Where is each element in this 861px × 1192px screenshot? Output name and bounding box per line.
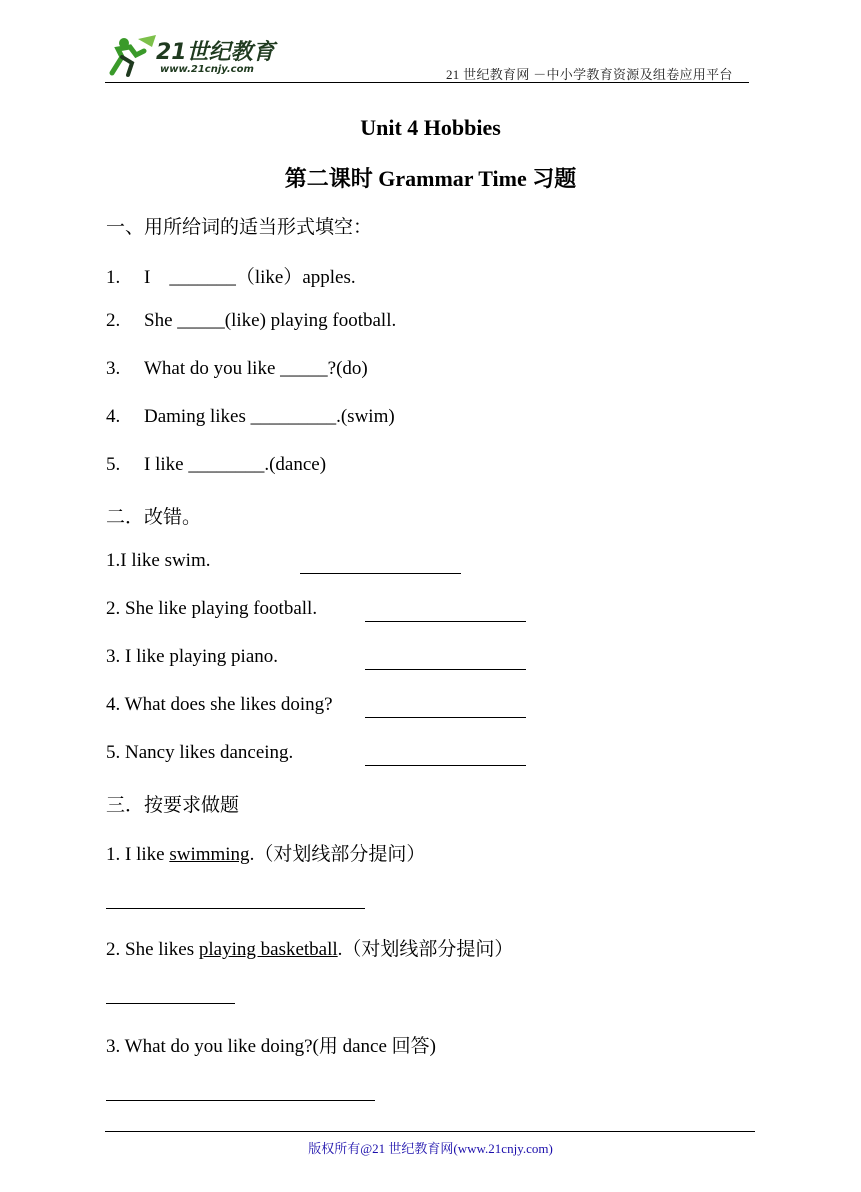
page-title: Unit 4 Hobbies bbox=[360, 115, 501, 140]
answer-blank bbox=[106, 1003, 235, 1004]
list-item: 2. She _____(like) playing football. bbox=[106, 310, 397, 331]
list-item: 5. Nancy likes danceing. bbox=[106, 742, 294, 763]
list-item: 3. What do you like _____?(do) bbox=[106, 358, 368, 379]
list-item: 1. I _______（like）apples. bbox=[106, 267, 356, 288]
list-item: 2. She like playing football. bbox=[106, 598, 318, 619]
answer-blank bbox=[365, 717, 526, 718]
list-item: 4. Daming likes _________.(swim) bbox=[106, 406, 395, 427]
list-item: 1.I like swim. bbox=[106, 550, 211, 571]
header-divider bbox=[105, 82, 749, 83]
page-subtitle: 第二课时 Grammar Time 习题 bbox=[284, 166, 577, 191]
header-tagline: 21 世纪教育网 －中小学教育资源及组卷应用平台 bbox=[446, 67, 733, 82]
footer-divider bbox=[105, 1131, 755, 1132]
answer-blank bbox=[365, 621, 526, 622]
list-item: 4. What does she likes doing? bbox=[106, 694, 333, 715]
list-item: 1. I like swimming.（对划线部分提问） bbox=[106, 844, 426, 865]
answer-blank bbox=[106, 908, 365, 909]
logo-url: www.21cnjy.com bbox=[160, 64, 254, 75]
list-item: 5. I like ________.(dance) bbox=[106, 454, 327, 475]
section2-heading: 二．改错。 bbox=[106, 507, 202, 528]
list-item: 3. I like playing piano. bbox=[106, 646, 279, 667]
logo-wordmark: 21世纪教育 bbox=[156, 40, 275, 65]
answer-blank bbox=[106, 1100, 375, 1101]
answer-blank bbox=[365, 669, 526, 670]
list-item: 2. She likes playing basketball.（对划线部分提问） bbox=[106, 939, 514, 960]
section1-heading: 一、用所给词的适当形式填空： bbox=[106, 217, 373, 238]
footer-copyright-link[interactable]: 版权所有@21 世纪教育网(www.21cnjy.com) bbox=[308, 1141, 553, 1156]
answer-blank bbox=[300, 573, 461, 574]
list-item: 3. What do you like doing?(用 dance 回答) bbox=[106, 1036, 436, 1057]
section3-heading: 三．按要求做题 bbox=[106, 795, 240, 816]
answer-blank bbox=[365, 765, 526, 766]
logo bbox=[104, 33, 284, 79]
